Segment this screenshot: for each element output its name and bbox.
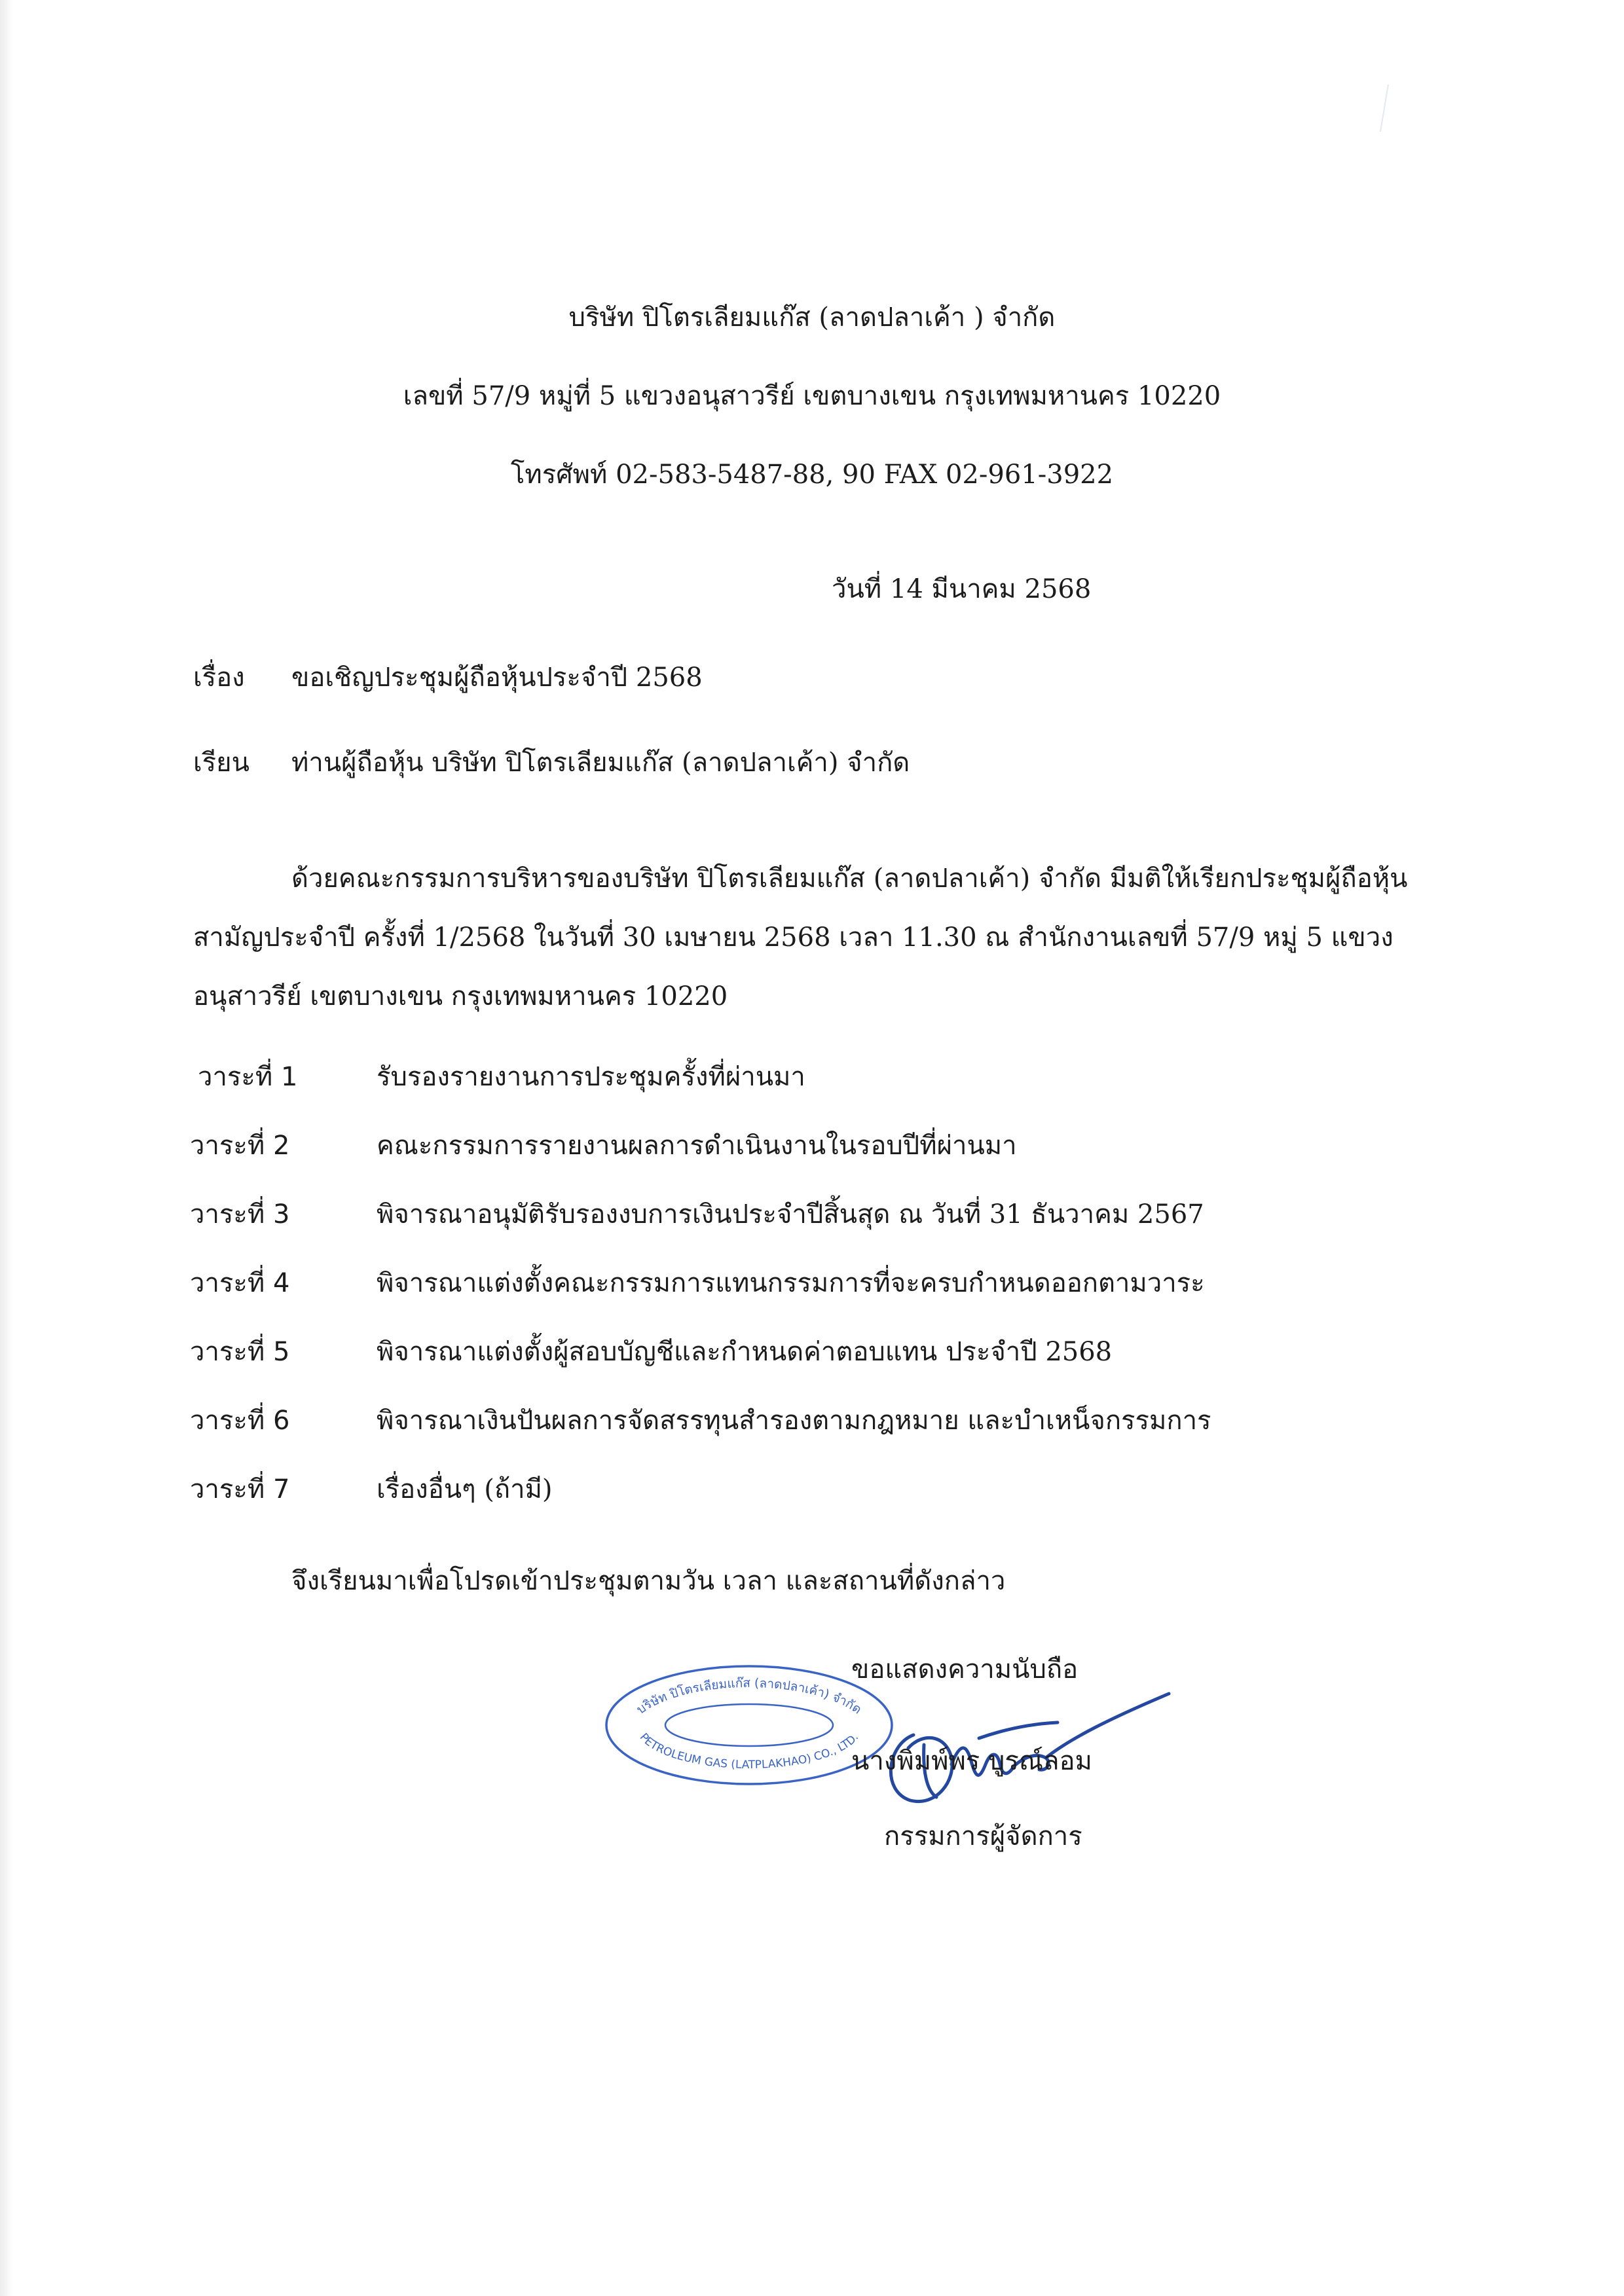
agenda-number: วาระที่ 7 [190,1474,290,1504]
company-address: เลขที่ 57/9 หมู่ที่ 5 แขวงอนุสาวรีย์ เขตบางเขน กรุงเทพมหานคร 10220 [403,381,1221,411]
closing-text: จึงเรียนมาเพื่อโปรดเข้าประชุมตามวัน เวลา และสถานที่ดังกล่าว [291,1566,1006,1596]
scan-speck [1375,82,1395,134]
agenda-number: วาระที่ 3 [190,1199,290,1230]
agenda-text: คณะกรรมการรายงานผลการดำเนินงานในรอบปีที่ผ่านมา [377,1131,1017,1161]
body-line: ด้วยคณะกรรมการบริหารของบริษัท ปิโตรเลียมแก๊ส (ลาดปลาเค้า) จำกัด มีมติให้เรียกประชุมผู้ถือหุ้น [291,864,1408,894]
company-contact: โทรศัพท์ 02-583-5487-88, 90 FAX 02-961-3922 [510,460,1114,490]
letter-date: วันที่ 14 มีนาคม 2568 [832,574,1092,604]
agenda-number: วาระที่ 6 [190,1406,290,1436]
scan-edge-shadow [0,0,13,2296]
company-name: บริษัท ปิโตรเลียมแก๊ส (ลาดปลาเค้า ) จำกัด [568,302,1056,333]
agenda-text: เรื่องอื่นๆ (ถ้ามี) [377,1474,553,1504]
agenda-text: พิจารณาแต่งตั้งผู้สอบบัญชีและกำหนดค่าตอบแทน ประจำปี 2568 [377,1337,1113,1367]
subject-label: เรื่อง [193,663,245,693]
recipient-text: ท่านผู้ถือหุ้น บริษัท ปิโตรเลียมแก๊ส (ลาดปลาเค้า) จำกัด [291,748,910,778]
subject-text: ขอเชิญประชุมผู้ถือหุ้นประจำปี 2568 [291,663,703,693]
seal-bottom-text: PETROLEUM GAS (LATPLAKHAO) CO., LTD. [637,1730,862,1772]
handwritten-signature [874,1666,1179,1817]
agenda-text: รับรองรายงานการประชุมครั้งที่ผ่านมา [377,1062,805,1092]
body-line: สามัญประจำปี ครั้งที่ 1/2568 ในวันที่ 30 เมษายน 2568 เวลา 11.30 ณ สำนักงานเลขที่ 57/9 หมู่ 5 แขวง [193,922,1393,953]
recipient-label: เรียน [193,748,249,778]
agenda-text: พิจารณาแต่งตั้งคณะกรรมการแทนกรรมการที่จะครบกำหนดออกตามวาระ [377,1268,1205,1298]
signatory-position: กรรมการผู้จัดการ [884,1821,1082,1851]
agenda-number: วาระที่ 1 [198,1062,298,1092]
agenda-text: พิจารณาอนุมัติรับรองงบการเงินประจำปีสิ้นสุด ณ วันที่ 31 ธันวาคม 2567 [377,1199,1204,1230]
agenda-number: วาระที่ 2 [190,1131,290,1161]
signatory-name: นางพิมพ์พร บูรณ์ลอม [851,1746,1092,1776]
agenda-number: วาระที่ 4 [190,1268,290,1298]
seal-top-text: บริษัท ปิโตรเลียมแก๊ส (ลาดปลาเค้า) จำกัด [634,1675,864,1717]
body-line: อนุสาวรีย์ เขตบางเขน กรุงเทพมหานคร 10220 [193,981,728,1011]
agenda-number: วาระที่ 5 [190,1337,290,1367]
regards-text: ขอแสดงความนับถือ [851,1654,1079,1685]
agenda-text: พิจารณาเงินปันผลการจัดสรรทุนสำรองตามกฎหมาย และบำเหน็จกรรมการ [377,1406,1211,1436]
